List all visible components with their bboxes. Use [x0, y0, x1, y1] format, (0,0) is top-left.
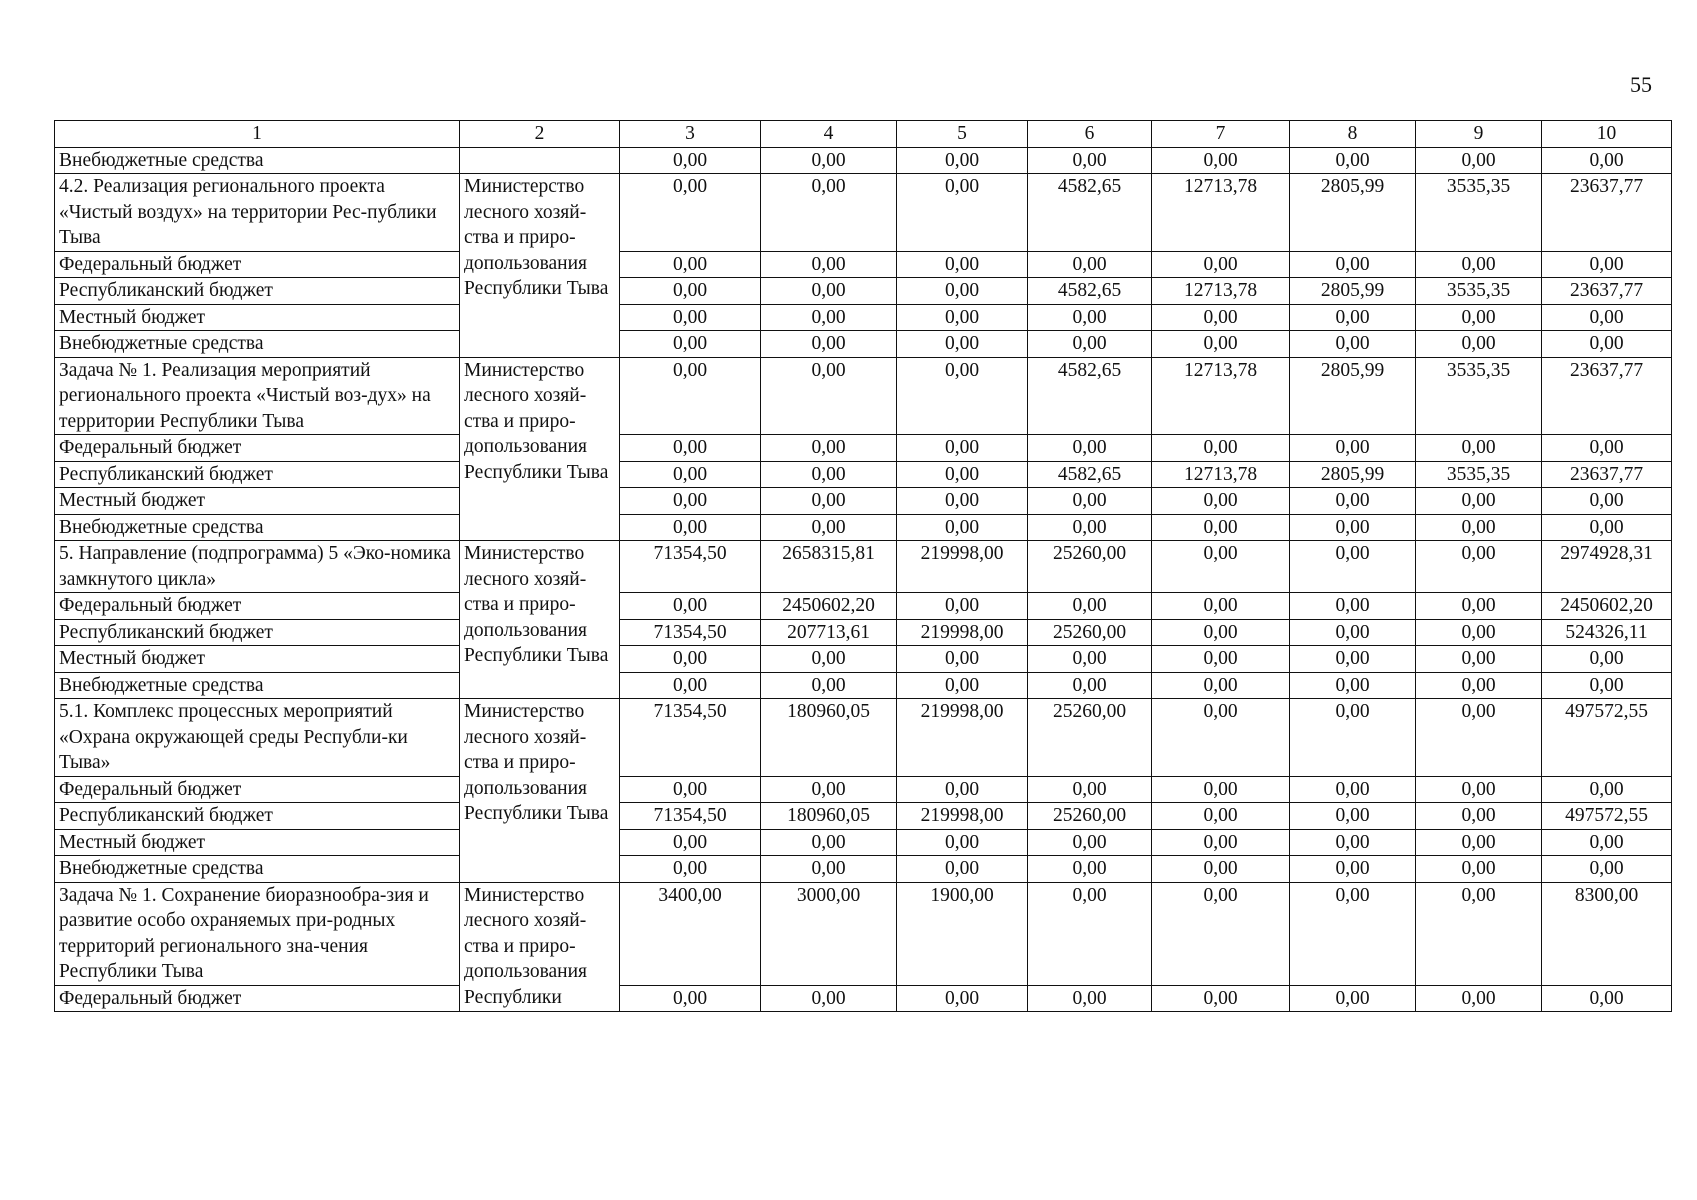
value-cell: 0,00 [1152, 985, 1290, 1012]
value-cell: 1900,00 [897, 882, 1028, 985]
value-cell: 0,00 [761, 672, 897, 699]
value-cell: 0,00 [1290, 672, 1416, 699]
value-cell: 12713,78 [1152, 174, 1290, 252]
value-cell: 0,00 [897, 435, 1028, 462]
row-name: Внебюджетные средства [55, 331, 460, 358]
value-cell: 0,00 [620, 829, 761, 856]
value-cell: 2805,99 [1290, 174, 1416, 252]
row-name: Республиканский бюджет [55, 803, 460, 830]
value-cell: 207713,61 [761, 619, 897, 646]
executor-cell: Министерство лесного хозяй-ства и приро-допользования Республики Тыва [460, 174, 620, 358]
value-cell: 2450602,20 [1542, 593, 1672, 620]
table-row [55, 147, 1672, 174]
value-cell: 0,00 [1416, 619, 1542, 646]
column-header: 3 [620, 121, 761, 148]
value-cell: 219998,00 [897, 619, 1028, 646]
value-cell: 0,00 [761, 646, 897, 673]
value-cell: 2974928,31 [1542, 541, 1672, 593]
value-cell: 0,00 [1542, 331, 1672, 358]
row-name: Республиканский бюджет [55, 461, 460, 488]
value-cell: 0,00 [897, 147, 1028, 174]
value-cell: 0,00 [761, 435, 897, 462]
value-cell: 0,00 [897, 251, 1028, 278]
value-cell: 0,00 [1152, 699, 1290, 777]
value-cell: 0,00 [1416, 985, 1542, 1012]
value-cell: 0,00 [1152, 776, 1290, 803]
value-cell: 0,00 [1416, 646, 1542, 673]
value-cell: 0,00 [620, 514, 761, 541]
value-cell: 0,00 [761, 251, 897, 278]
table-row [55, 776, 1672, 803]
value-cell: 219998,00 [897, 541, 1028, 593]
value-cell: 0,00 [620, 251, 761, 278]
value-cell: 71354,50 [620, 619, 761, 646]
value-cell: 0,00 [1542, 856, 1672, 883]
value-cell: 0,00 [1290, 147, 1416, 174]
column-header: 6 [1028, 121, 1152, 148]
value-cell: 0,00 [897, 514, 1028, 541]
value-cell: 0,00 [897, 829, 1028, 856]
value-cell: 0,00 [1542, 985, 1672, 1012]
value-cell: 0,00 [1028, 593, 1152, 620]
budget-table [54, 120, 1672, 1012]
value-cell: 25260,00 [1028, 541, 1152, 593]
value-cell: 0,00 [897, 278, 1028, 305]
value-cell: 0,00 [1290, 251, 1416, 278]
value-cell: 0,00 [1290, 776, 1416, 803]
column-header: 4 [761, 121, 897, 148]
value-cell: 0,00 [897, 856, 1028, 883]
value-cell: 0,00 [1152, 672, 1290, 699]
table-row [55, 829, 1672, 856]
value-cell: 524326,11 [1542, 619, 1672, 646]
value-cell: 0,00 [1028, 646, 1152, 673]
row-name: Федеральный бюджет [55, 593, 460, 620]
value-cell: 0,00 [1152, 251, 1290, 278]
value-cell: 0,00 [1028, 856, 1152, 883]
value-cell: 0,00 [1290, 304, 1416, 331]
table-row [55, 251, 1672, 278]
header-row [55, 121, 1672, 148]
value-cell: 0,00 [1416, 147, 1542, 174]
value-cell: 0,00 [620, 461, 761, 488]
row-name: Республиканский бюджет [55, 619, 460, 646]
value-cell: 0,00 [1290, 856, 1416, 883]
value-cell: 71354,50 [620, 541, 761, 593]
value-cell: 0,00 [761, 856, 897, 883]
value-cell: 497572,55 [1542, 803, 1672, 830]
value-cell: 0,00 [1542, 646, 1672, 673]
value-cell: 0,00 [1416, 435, 1542, 462]
value-cell: 0,00 [897, 593, 1028, 620]
value-cell: 12713,78 [1152, 461, 1290, 488]
row-name: Федеральный бюджет [55, 251, 460, 278]
value-cell: 0,00 [620, 488, 761, 515]
row-name: 5.1. Комплекс процессных мероприятий «Охрана окружающей среды Республи-ки Тыва» [55, 699, 460, 777]
value-cell: 0,00 [1152, 514, 1290, 541]
value-cell: 0,00 [1290, 985, 1416, 1012]
table-row [55, 541, 1672, 593]
executor-cell: Министерство лесного хозяй-ства и приро-допользования Республики Тыва [460, 699, 620, 883]
value-cell: 71354,50 [620, 699, 761, 777]
value-cell: 0,00 [1290, 541, 1416, 593]
row-name: Федеральный бюджет [55, 776, 460, 803]
value-cell: 0,00 [1542, 251, 1672, 278]
value-cell: 0,00 [761, 514, 897, 541]
value-cell: 0,00 [1290, 488, 1416, 515]
value-cell: 3000,00 [761, 882, 897, 985]
table-row [55, 803, 1672, 830]
value-cell: 23637,77 [1542, 278, 1672, 305]
value-cell: 0,00 [1028, 304, 1152, 331]
row-name: 4.2. Реализация регионального проекта «Чистый воздух» на территории Рес-публики Тыва [55, 174, 460, 252]
value-cell: 0,00 [1416, 304, 1542, 331]
value-cell: 0,00 [1152, 304, 1290, 331]
value-cell: 2658315,81 [761, 541, 897, 593]
page-number: 55 [1630, 72, 1652, 97]
value-cell: 0,00 [1542, 829, 1672, 856]
value-cell: 0,00 [620, 435, 761, 462]
table-row [55, 699, 1672, 777]
value-cell: 3535,35 [1416, 278, 1542, 305]
value-cell: 0,00 [1542, 514, 1672, 541]
table-row [55, 278, 1672, 305]
table-row [55, 856, 1672, 883]
value-cell: 0,00 [1542, 435, 1672, 462]
value-cell: 0,00 [620, 776, 761, 803]
table-row [55, 672, 1672, 699]
value-cell: 3535,35 [1416, 357, 1542, 435]
value-cell: 0,00 [1290, 646, 1416, 673]
value-cell: 0,00 [1152, 646, 1290, 673]
executor-cell: Министерство лесного хозяй-ства и приро-допользования Республики [460, 882, 620, 1012]
value-cell: 12713,78 [1152, 278, 1290, 305]
value-cell: 0,00 [620, 985, 761, 1012]
value-cell: 0,00 [1290, 593, 1416, 620]
value-cell: 0,00 [1290, 699, 1416, 777]
value-cell: 0,00 [1028, 829, 1152, 856]
column-header: 8 [1290, 121, 1416, 148]
value-cell: 0,00 [620, 174, 761, 252]
value-cell: 0,00 [1416, 803, 1542, 830]
value-cell: 0,00 [897, 357, 1028, 435]
value-cell: 0,00 [761, 776, 897, 803]
value-cell: 0,00 [761, 829, 897, 856]
value-cell: 0,00 [1152, 331, 1290, 358]
value-cell: 2805,99 [1290, 278, 1416, 305]
value-cell: 0,00 [620, 278, 761, 305]
value-cell: 0,00 [1290, 514, 1416, 541]
executor-cell: Министерство лесного хозяй-ства и приро-допользования Республики Тыва [460, 357, 620, 541]
value-cell: 0,00 [761, 461, 897, 488]
value-cell: 0,00 [897, 331, 1028, 358]
value-cell: 25260,00 [1028, 699, 1152, 777]
value-cell: 219998,00 [897, 699, 1028, 777]
value-cell: 0,00 [761, 488, 897, 515]
table-row [55, 304, 1672, 331]
value-cell: 0,00 [897, 174, 1028, 252]
value-cell: 25260,00 [1028, 619, 1152, 646]
row-name: Местный бюджет [55, 304, 460, 331]
row-name: Федеральный бюджет [55, 985, 460, 1012]
value-cell: 0,00 [620, 593, 761, 620]
value-cell: 0,00 [897, 776, 1028, 803]
value-cell: 0,00 [761, 985, 897, 1012]
value-cell: 0,00 [761, 304, 897, 331]
value-cell: 0,00 [1152, 541, 1290, 593]
value-cell: 12713,78 [1152, 357, 1290, 435]
row-name: Местный бюджет [55, 488, 460, 515]
value-cell: 0,00 [1416, 829, 1542, 856]
executor-cell: Министерство лесного хозяй-ства и приро-допользования Республики Тыва [460, 541, 620, 699]
value-cell: 0,00 [1416, 699, 1542, 777]
value-cell: 497572,55 [1542, 699, 1672, 777]
value-cell: 3535,35 [1416, 174, 1542, 252]
value-cell: 4582,65 [1028, 461, 1152, 488]
value-cell: 180960,05 [761, 699, 897, 777]
row-name: Задача № 1. Реализация мероприятий регионального проекта «Чистый воз-дух» на территории Республики Тыва [55, 357, 460, 435]
value-cell: 4582,65 [1028, 174, 1152, 252]
value-cell: 0,00 [1416, 541, 1542, 593]
value-cell: 0,00 [1028, 147, 1152, 174]
value-cell: 0,00 [1028, 776, 1152, 803]
table-row [55, 646, 1672, 673]
column-header: 5 [897, 121, 1028, 148]
value-cell: 2805,99 [1290, 461, 1416, 488]
table-row [55, 174, 1672, 252]
value-cell: 0,00 [1416, 882, 1542, 985]
row-name: 5. Направление (подпрограмма) 5 «Эко-номика замкнутого цикла» [55, 541, 460, 593]
value-cell: 0,00 [1290, 829, 1416, 856]
value-cell: 0,00 [1152, 829, 1290, 856]
value-cell: 0,00 [620, 304, 761, 331]
value-cell: 0,00 [897, 304, 1028, 331]
value-cell: 0,00 [620, 357, 761, 435]
table-row [55, 357, 1672, 435]
value-cell: 0,00 [1152, 488, 1290, 515]
column-header: 10 [1542, 121, 1672, 148]
value-cell: 0,00 [897, 461, 1028, 488]
row-name: Внебюджетные средства [55, 856, 460, 883]
value-cell: 0,00 [620, 856, 761, 883]
column-header: 9 [1416, 121, 1542, 148]
value-cell: 0,00 [1152, 435, 1290, 462]
value-cell: 0,00 [1542, 304, 1672, 331]
value-cell: 0,00 [1028, 985, 1152, 1012]
value-cell: 4582,65 [1028, 278, 1152, 305]
value-cell: 0,00 [1416, 672, 1542, 699]
value-cell: 0,00 [1152, 619, 1290, 646]
value-cell: 0,00 [620, 672, 761, 699]
table-row [55, 882, 1672, 985]
value-cell: 0,00 [1290, 331, 1416, 358]
value-cell: 0,00 [897, 646, 1028, 673]
value-cell: 2805,99 [1290, 357, 1416, 435]
row-name: Задача № 1. Сохранение биоразнообра-зия и развитие особо охраняемых при-родных территорий регионального зна-чения Республики Тыва [55, 882, 460, 985]
value-cell: 0,00 [1290, 803, 1416, 830]
value-cell: 3400,00 [620, 882, 761, 985]
table-row [55, 331, 1672, 358]
column-header: 7 [1152, 121, 1290, 148]
value-cell: 0,00 [1028, 435, 1152, 462]
row-name: Местный бюджет [55, 829, 460, 856]
value-cell: 0,00 [620, 147, 761, 174]
value-cell: 0,00 [1152, 803, 1290, 830]
value-cell: 23637,77 [1542, 174, 1672, 252]
value-cell: 3535,35 [1416, 461, 1542, 488]
value-cell: 0,00 [1542, 147, 1672, 174]
value-cell: 4582,65 [1028, 357, 1152, 435]
value-cell: 0,00 [1290, 435, 1416, 462]
value-cell: 0,00 [761, 147, 897, 174]
value-cell: 0,00 [1416, 593, 1542, 620]
value-cell: 219998,00 [897, 803, 1028, 830]
value-cell: 0,00 [1152, 593, 1290, 620]
row-name: Внебюджетные средства [55, 672, 460, 699]
table-row [55, 435, 1672, 462]
value-cell: 71354,50 [620, 803, 761, 830]
value-cell: 0,00 [1028, 514, 1152, 541]
value-cell: 2450602,20 [761, 593, 897, 620]
table-row [55, 593, 1672, 620]
table-row [55, 619, 1672, 646]
value-cell: 0,00 [1416, 251, 1542, 278]
value-cell: 0,00 [1542, 776, 1672, 803]
value-cell: 23637,77 [1542, 461, 1672, 488]
value-cell: 0,00 [897, 985, 1028, 1012]
value-cell: 0,00 [897, 672, 1028, 699]
table-row [55, 461, 1672, 488]
value-cell: 0,00 [897, 488, 1028, 515]
row-name: Внебюджетные средства [55, 514, 460, 541]
value-cell: 0,00 [1416, 856, 1542, 883]
value-cell: 0,00 [1028, 331, 1152, 358]
value-cell: 0,00 [620, 646, 761, 673]
row-name: Республиканский бюджет [55, 278, 460, 305]
row-name: Федеральный бюджет [55, 435, 460, 462]
value-cell: 0,00 [1152, 856, 1290, 883]
value-cell: 0,00 [1028, 251, 1152, 278]
value-cell: 0,00 [1542, 488, 1672, 515]
value-cell: 0,00 [1416, 331, 1542, 358]
table-row [55, 514, 1672, 541]
executor-cell [460, 147, 620, 174]
value-cell: 0,00 [1416, 488, 1542, 515]
value-cell: 23637,77 [1542, 357, 1672, 435]
table-row [55, 985, 1672, 1012]
value-cell: 0,00 [1416, 514, 1542, 541]
value-cell: 0,00 [761, 357, 897, 435]
value-cell: 25260,00 [1028, 803, 1152, 830]
value-cell: 0,00 [761, 174, 897, 252]
column-header: 1 [55, 121, 460, 148]
value-cell: 0,00 [1152, 882, 1290, 985]
table-row [55, 488, 1672, 515]
value-cell: 0,00 [1416, 776, 1542, 803]
value-cell: 180960,05 [761, 803, 897, 830]
value-cell: 8300,00 [1542, 882, 1672, 985]
value-cell: 0,00 [1028, 882, 1152, 985]
value-cell: 0,00 [1290, 882, 1416, 985]
value-cell: 0,00 [1542, 672, 1672, 699]
value-cell: 0,00 [1028, 672, 1152, 699]
row-name: Местный бюджет [55, 646, 460, 673]
value-cell: 0,00 [1290, 619, 1416, 646]
value-cell: 0,00 [620, 331, 761, 358]
value-cell: 0,00 [761, 331, 897, 358]
value-cell: 0,00 [1152, 147, 1290, 174]
column-header: 2 [460, 121, 620, 148]
value-cell: 0,00 [761, 278, 897, 305]
value-cell: 0,00 [1028, 488, 1152, 515]
row-name: Внебюджетные средства [55, 147, 460, 174]
